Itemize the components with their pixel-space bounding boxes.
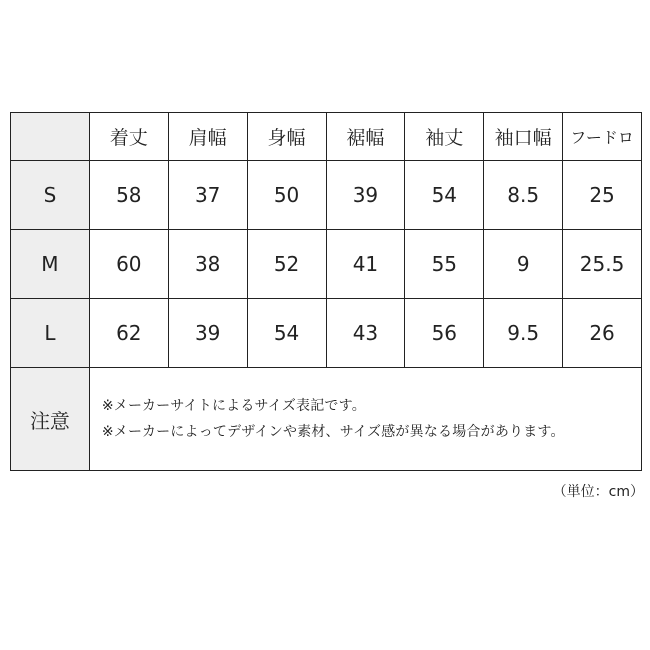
table-row-l [11, 299, 642, 368]
table-cell: 60 [89, 230, 168, 299]
table-cell: 38 [168, 230, 247, 299]
table-cell: 52 [247, 230, 326, 299]
header-hem-width: 裾幅 [326, 113, 405, 161]
header-cuff-width: 袖口幅 [484, 113, 563, 161]
header-body-width: 身幅 [247, 113, 326, 161]
header-sleeve-length: 袖丈 [405, 113, 484, 161]
header-row [11, 113, 642, 161]
table-cell: 58 [89, 161, 168, 230]
table-row-m [11, 230, 642, 299]
table-cell: 56 [405, 299, 484, 368]
table-cell: 41 [326, 230, 405, 299]
table-cell: 55 [405, 230, 484, 299]
header-hood-opening: フードロ [563, 113, 642, 161]
table-cell: 37 [168, 161, 247, 230]
header-length: 着丈 [89, 113, 168, 161]
note-line-1: ※メーカーサイトによるサイズ表記です。 [101, 398, 366, 414]
size-label-s: S [11, 161, 90, 230]
table-cell: 8.5 [484, 161, 563, 230]
note-line-2: ※メーカーによってデザインや素材、サイズ感が異なる場合があります。 [101, 424, 565, 440]
table-cell: 62 [89, 299, 168, 368]
table-row-s [11, 161, 642, 230]
notes-row [11, 368, 642, 471]
table-cell: 26 [563, 299, 642, 368]
size-chart-table [10, 112, 642, 471]
table-cell: 9 [484, 230, 563, 299]
table-cell: 43 [326, 299, 405, 368]
table-cell: 9.5 [484, 299, 563, 368]
table-cell: 39 [168, 299, 247, 368]
size-label-m: M [11, 230, 90, 299]
table-cell: 39 [326, 161, 405, 230]
notes-label: 注意 [11, 368, 90, 471]
header-shoulder-width: 肩幅 [168, 113, 247, 161]
table-cell: 25.5 [563, 230, 642, 299]
notes-cell [89, 368, 641, 471]
table-cell: 25 [563, 161, 642, 230]
header-corner-cell [11, 113, 90, 161]
table-cell: 54 [405, 161, 484, 230]
table-cell: 54 [247, 299, 326, 368]
unit-caption: （単位：cm） [552, 484, 644, 500]
size-label-l: L [11, 299, 90, 368]
table-cell: 50 [247, 161, 326, 230]
